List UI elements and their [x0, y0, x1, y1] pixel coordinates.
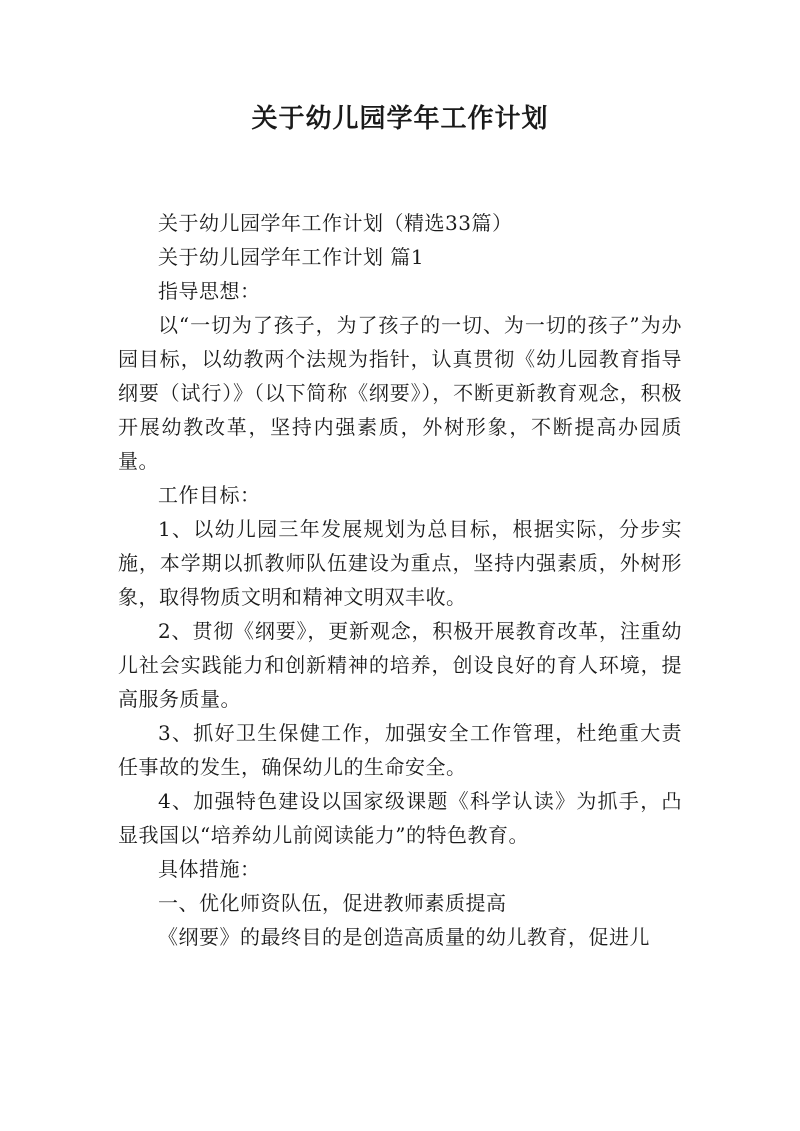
heading-guiding-ideology: 指导思想： [158, 279, 261, 303]
section-heading: 关于幼儿园学年工作计划 篇1 [158, 245, 425, 269]
paragraph-goal-1: 1、以幼儿园三年发展规划为总目标，根据实际，分步实施，本学期以抓教师队伍建设为重点，坚持内强素质，外树形象，取得物质文明和精神文明双丰收。 [118, 517, 682, 609]
paragraph-goal-3: 3、抓好卫生保健工作，加强安全工作管理，杜绝重大责任事故的发生，确保幼儿的生命安全。 [118, 721, 682, 779]
paragraph-goal-4: 4、加强特色建设以国家级课题《科学认读》为抓手，凸显我国以“培养幼儿前阅读能力”的特色教育。 [118, 789, 682, 847]
paragraph-goal-2: 2、贯彻《纲要》，更新观念，积极开展教育改革，注重幼儿社会实践能力和创新精神的培养，创设良好的育人环境，提高服务质量。 [118, 619, 682, 711]
paragraph-guiding-ideology: 以“一切为了孩子，为了孩子的一切、为一切的孩子”为办园目标，以幼教两个法规为指针，认真贯彻《幼儿园教育指导纲要（试行）》（以下简称《纲要》），不断更新教育观念，积极开展幼教改革，坚持内强素质，外树形象，不断提高办园质量。 [118, 313, 682, 473]
heading-work-goals: 工作目标： [158, 483, 261, 507]
document-title: 关于幼儿园学年工作计划 [251, 104, 549, 134]
heading-measure-1: 一、优化师资队伍，促进教师素质提高 [158, 891, 507, 915]
paragraph-measure-1: 《纲要》的最终目的是创造高质量的幼儿教育，促进儿 [158, 925, 650, 949]
heading-specific-measures: 具体措施： [158, 857, 261, 881]
document-body [118, 206, 682, 954]
subtitle-line: 关于幼儿园学年工作计划（精选33篇） [158, 211, 513, 235]
